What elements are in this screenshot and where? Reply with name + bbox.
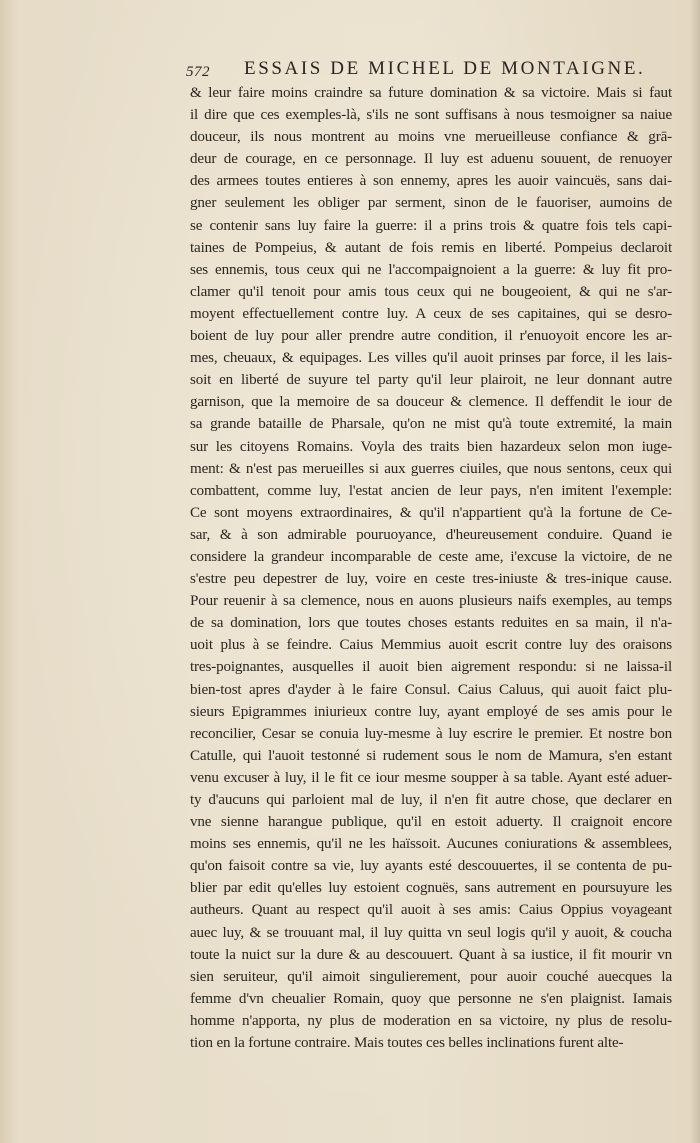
text-line: auec luy, & se trouuant mal, il luy quitta vn seul logis qu'il y auoit, & coucha <box>190 924 672 941</box>
text-line: Catulle, qui l'auoit testonné si rudement sous le nom de Mamura, s'en estant <box>190 747 672 764</box>
text-line: uoit plus à se feindre. Caius Memmius auoit escrit contre luy des oraisons <box>190 637 672 654</box>
text-line: bien-tost apres d'ayder à le faire Consul. Caius Caluus, qui auoit faict plu- <box>190 681 672 698</box>
text-line: gner seulement les obliger par serment, sinon de le fauoriser, aumoins de <box>190 195 672 212</box>
text-line: reconcilier, Cesar se conuia luy-mesme à luy escrire le premier. Et nostre bon <box>190 725 672 742</box>
text-line: des armees toutes entieres à son ennemy, apres les auoir vaincuës, sans dai- <box>190 173 672 190</box>
text-line: ty d'aucuns qui parloient mal de luy, il n'en fit autre chose, que declarer en <box>190 792 672 808</box>
text-line: blier par edit qu'elles luy estoient cognuës, sans autrement en poursuyure les <box>190 880 672 897</box>
text-line: soit en liberté de suyure tel party qu'il leur plairoit, ne leur donnant autre <box>190 372 672 389</box>
text-line: moins ses ennemis, qu'il ne les haïssoit. Aucunes coniurations & assemblees, <box>190 836 672 853</box>
text-line: Ce sont moyens extraordinaires, & qu'il n'appartient qu'à la fortune de Ce- <box>190 504 672 521</box>
text-line: combattent, comme luy, l'estat ancien de leur pays, n'en imitent l'exemple: <box>190 482 672 499</box>
text-line: venu excuser à luy, il le fit ce iour mesme soupper à sa table. Ayant esté aduer- <box>190 769 672 786</box>
text-line: & leur faire moins craindre sa future domination & sa victoire. Mais si faut <box>190 85 672 101</box>
text-line: mes, cheuaux, & equipages. Les villes qu'il auoit prinses par force, il les lais- <box>190 350 672 367</box>
body-text <box>190 82 672 1054</box>
page-header <box>186 58 656 84</box>
running-title: ESSAIS DE MICHEL DE MONTAIGNE. <box>244 58 646 79</box>
text-line: ment: & n'est pas merueilles si aux guerres ciuiles, que nous sentons, ceux qui <box>190 460 672 477</box>
text-line: sur les citoyens Romains. Voyla des traits bien hazardeux selon mon iuge- <box>190 438 672 455</box>
text-line: sieurs Epigrammes iniurieux contre luy, ayant employé de ses amis pour le <box>190 703 672 720</box>
text-line: toute la nuict sur la dure & au descouuert. Quant à sa iustice, il fit mourir vn <box>190 946 672 963</box>
text-line: s'estre peu depestrer de luy, voire en ceste tres-iniuste & tres-inique cause. <box>190 571 672 588</box>
text-line: de sa domination, lors que toutes choses estants reduites en sa main, il n'a- <box>190 615 672 632</box>
text-line: sien seruiteur, qu'il aimoit singulierement, pour auoir couché auecques la <box>190 968 672 985</box>
text-line: Pour reuenir à sa clemence, nous en auons plusieurs naifs exemples, au temps <box>190 593 672 610</box>
text-line: boient de luy pour aller prendre autre condition, il r'enuoyoit encore les ar- <box>190 328 672 345</box>
page-edge-shadow <box>690 0 700 1143</box>
text-line: autheurs. Quant au respect qu'il auoit à ses amis: Caius Oppius voyageant <box>190 902 672 919</box>
text-line: ses ennemis, tous ceux qui ne l'accompaignoient a la guerre: & luy fit pro- <box>190 261 672 278</box>
text-line: qu'on faisoit contre sa vie, luy ayants esté descouuertes, il se contenta de pu- <box>190 858 672 875</box>
text-line: se contenir sans luy faire la guerre: il a prins trois & quatre fois tels capi- <box>190 217 672 234</box>
text-line: tres-poignantes, ausquelles il auoit bien aigrement respondu: si ne laissa-il <box>190 659 672 676</box>
text-line: il dire que ces exemples-là, s'ils ne sont suffisans à nous tesmoigner sa naiue <box>190 107 672 124</box>
text-line: moyent effectuellement contre luy. A ceux de ses capitaines, qui se desro- <box>190 305 672 322</box>
text-line: garnison, que la memoire de sa douceur & clemence. Il deffendit le iour de <box>190 394 672 411</box>
text-line: femme d'vn cheualier Romain, quoy que personne ne s'en plaignist. Iamais <box>190 990 672 1007</box>
page-number: 572 <box>186 64 210 80</box>
text-line: deur de courage, en ce personnage. Il luy est aduenu souuent, de renuoyer <box>190 151 672 168</box>
text-line: douceur, ils nous montrent au moins vne merueilleuse confiance & grā- <box>190 129 672 146</box>
text-line: considere la grandeur incomparable de ceste ame, i'excuse la victoire, de ne <box>190 548 672 565</box>
text-line: vne sienne harangue publique, qu'il en estoit aduerty. Il craignoit encore <box>190 814 672 831</box>
text-line: sa grande bataille de Pharsale, qu'on ne mist qu'à toute extremité, la main <box>190 416 672 433</box>
text-line: tion en la fortune contraire. Mais toutes ces belles inclinations furent alte- <box>190 1035 624 1052</box>
text-line: sar, & à son admirable pouruoyance, d'heureusement conduire. Quand ie <box>190 526 672 543</box>
text-line: clamer qu'il tenoit pour amis tous ceux qui ne bougeoient, & qui ne s'ar- <box>190 283 672 300</box>
text-line: homme n'apporta, ny plus de moderation en sa victoire, ny plus de resolu- <box>190 1012 672 1029</box>
text-line: taines de Pompeius, & autant de fois remis en liberté. Pompeius declaroit <box>190 239 672 256</box>
